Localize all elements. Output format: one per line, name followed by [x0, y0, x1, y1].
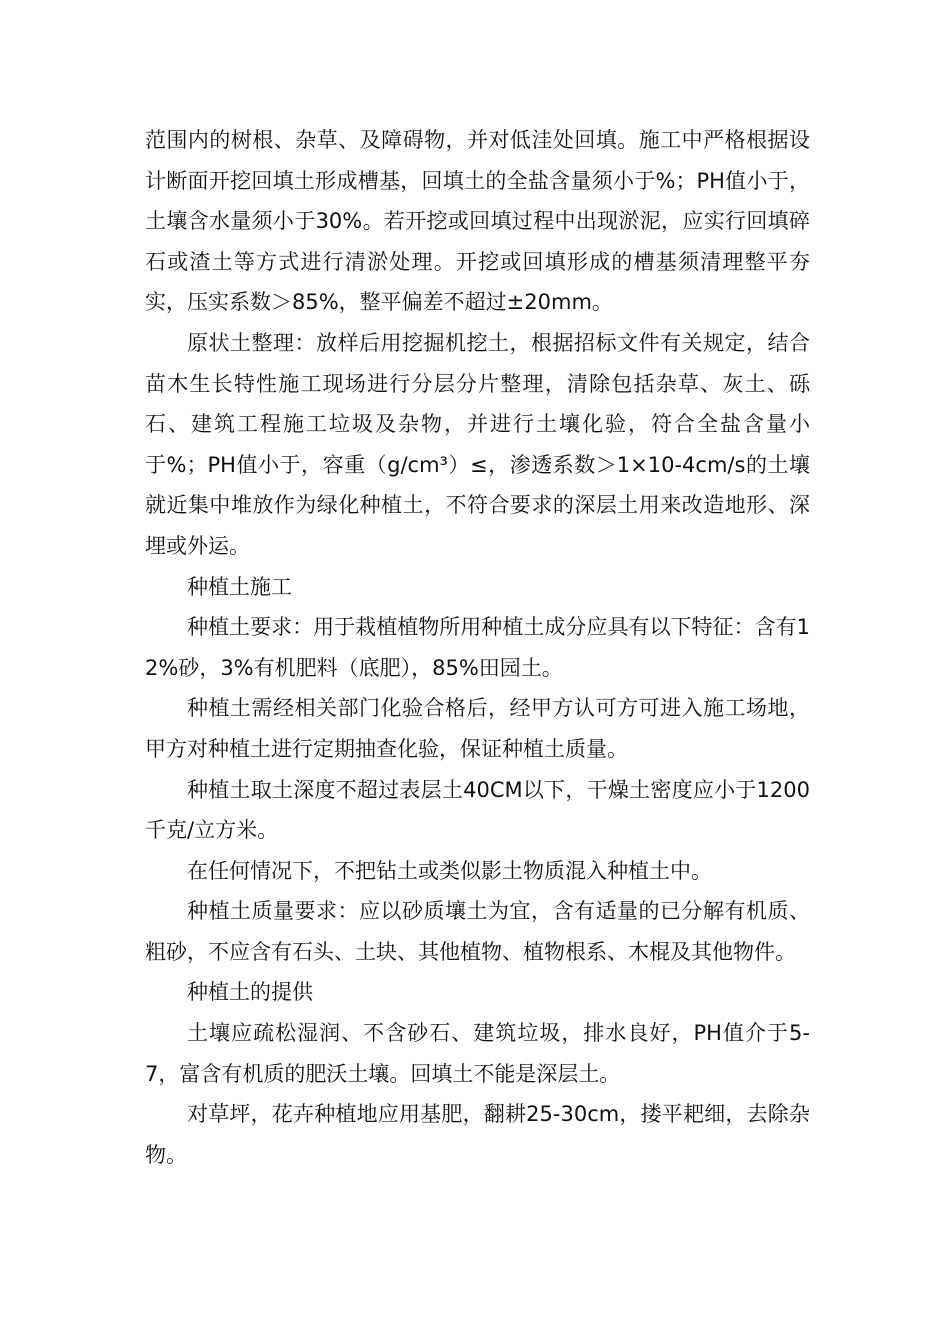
paragraph-lawn-preparation: 对草坪，花卉种植地应用基肥，翻耕25-30cm，搂平耙细，去除杂物。: [145, 1102, 810, 1167]
paragraph-soil-conditions: 土壤应疏松湿润、不含砂石、建筑垃圾，排水良好，PH值介于5-7，富含有机质的肥沃土壤。回填土不能是深层土。: [145, 1021, 810, 1086]
paragraph-1: 范围内的树根、杂草、及障碍物，并对低洼处回填。施工中严格根据设计断面开挖回填土形成槽基，回填土的全盐含量须小于%；PH值小于，土壤含水量须小于30%。若开挖或回填过程中出现淤泥，应实行回填碎石或渣土等方式进行清淤处理。开挖或回填形成的槽基须清理整平夯实，压实系数＞85%，整平偏差不超过±20mm。: [145, 128, 810, 315]
body-text: [145, 120, 810, 1175]
paragraph-soil-depth-density: 种植土取土深度不超过表层土40CM以下，干燥土密度应小于1200千克/立方米。: [145, 777, 810, 843]
section-heading-planting-soil-construction: 种植土施工: [187, 574, 292, 599]
paragraph-planting-soil-testing: 种植土需经相关部门化验合格后，经甲方认可方可进入施工场地，甲方对种植土进行定期抽查化验，保证种植土质量。: [145, 696, 810, 761]
paragraph-planting-soil-requirements: 种植土要求：用于栽植植物所用种植土成分应具有以下特征：含有12%砂，3%有机肥料（底肥），85%田园土。: [145, 615, 810, 680]
paragraph-no-mixing: 在任何情况下，不把钻土或类似影土物质混入种植土中。: [187, 858, 712, 883]
section-heading-soil-supply: 种植土的提供: [187, 980, 313, 1005]
paragraph-soil-quality: 种植土质量要求：应以砂质壤土为宜，含有适量的已分解有机质、粗砂，不应含有石头、土块、其他植物、植物根系、木棍及其他物件。: [145, 899, 810, 964]
paragraph-2: 原状土整理：放样后用挖掘机挖土，根据招标文件有关规定，结合苗木生长特性施工现场进行分层分片整理，清除包括杂草、灰土、砾石、建筑工程施工垃圾及杂物，并进行土壤化验，符合全盐含量小于%；PH值小于，容重（g/cm³）≤，渗透系数＞1×10-4cm/s的土壤就近集中堆放作为绿化种植土，不符合要求的深层土用来改造地形、深埋或外运。: [145, 330, 810, 558]
